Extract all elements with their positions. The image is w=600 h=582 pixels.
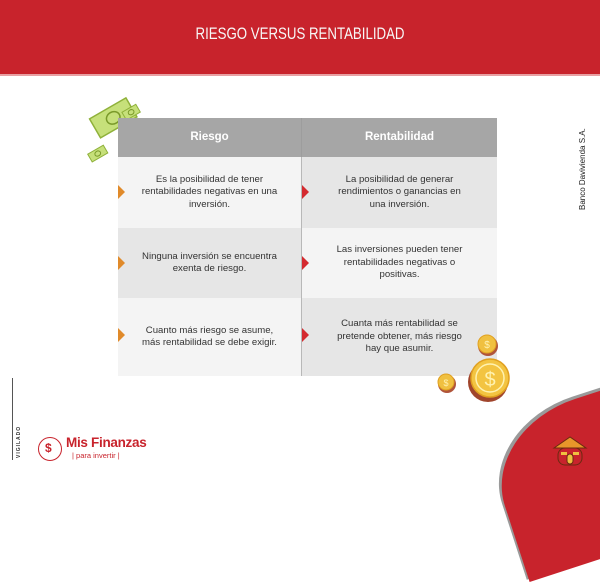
table-header — [118, 118, 497, 157]
header-divider — [0, 74, 600, 76]
table-row — [118, 157, 497, 228]
orange-arrow-icon — [118, 328, 125, 342]
vigilado-label: VIGILADO — [16, 425, 22, 458]
riesgo-cell: Cuanto más riesgo se asume, más rentabilidad se debe exigir. — [118, 298, 301, 376]
rentabilidad-cell: La posibilidad de generar rendimientos o ganancias en una inversión. — [302, 157, 497, 228]
brand-name: Mis Finanzas — [66, 435, 147, 450]
brand-tagline: | para invertir | — [72, 451, 120, 460]
orange-arrow-icon — [118, 185, 125, 199]
column-divider — [301, 118, 302, 376]
page-title: RIESGO VERSUS RENTABILIDAD — [195, 24, 405, 43]
house-icon — [552, 434, 588, 468]
svg-text:$: $ — [484, 369, 496, 391]
bank-credit: Banco Davivienda S.A. — [578, 128, 587, 210]
rentabilidad-cell: Las inversiones pueden tener rentabilidades negativas o positivas. — [302, 228, 497, 298]
riesgo-cell: Es la posibilidad de tener rentabilidades negativas en una inversión. — [118, 157, 301, 228]
red-arrow-icon — [302, 256, 309, 270]
svg-text:$: $ — [484, 340, 490, 351]
orange-arrow-icon — [118, 256, 125, 270]
column-header-rentabilidad: Rentabilidad — [364, 131, 434, 143]
red-arrow-icon — [302, 328, 309, 342]
riesgo-cell: Ninguna inversión se encuentra exenta de riesgo. — [118, 228, 301, 298]
coin-icon — [432, 330, 512, 410]
table-row — [118, 228, 497, 298]
svg-text:$: $ — [443, 378, 449, 388]
header-banner — [0, 0, 600, 74]
vigilado-divider — [12, 378, 13, 460]
rentabilidad-cell: Cuanta más rentabilidad se pretende obtener, más riesgo hay que asumir. — [302, 298, 497, 376]
dollar-icon: $ — [45, 441, 52, 455]
column-header-riesgo: Riesgo — [190, 131, 229, 143]
red-arrow-icon — [302, 185, 309, 199]
